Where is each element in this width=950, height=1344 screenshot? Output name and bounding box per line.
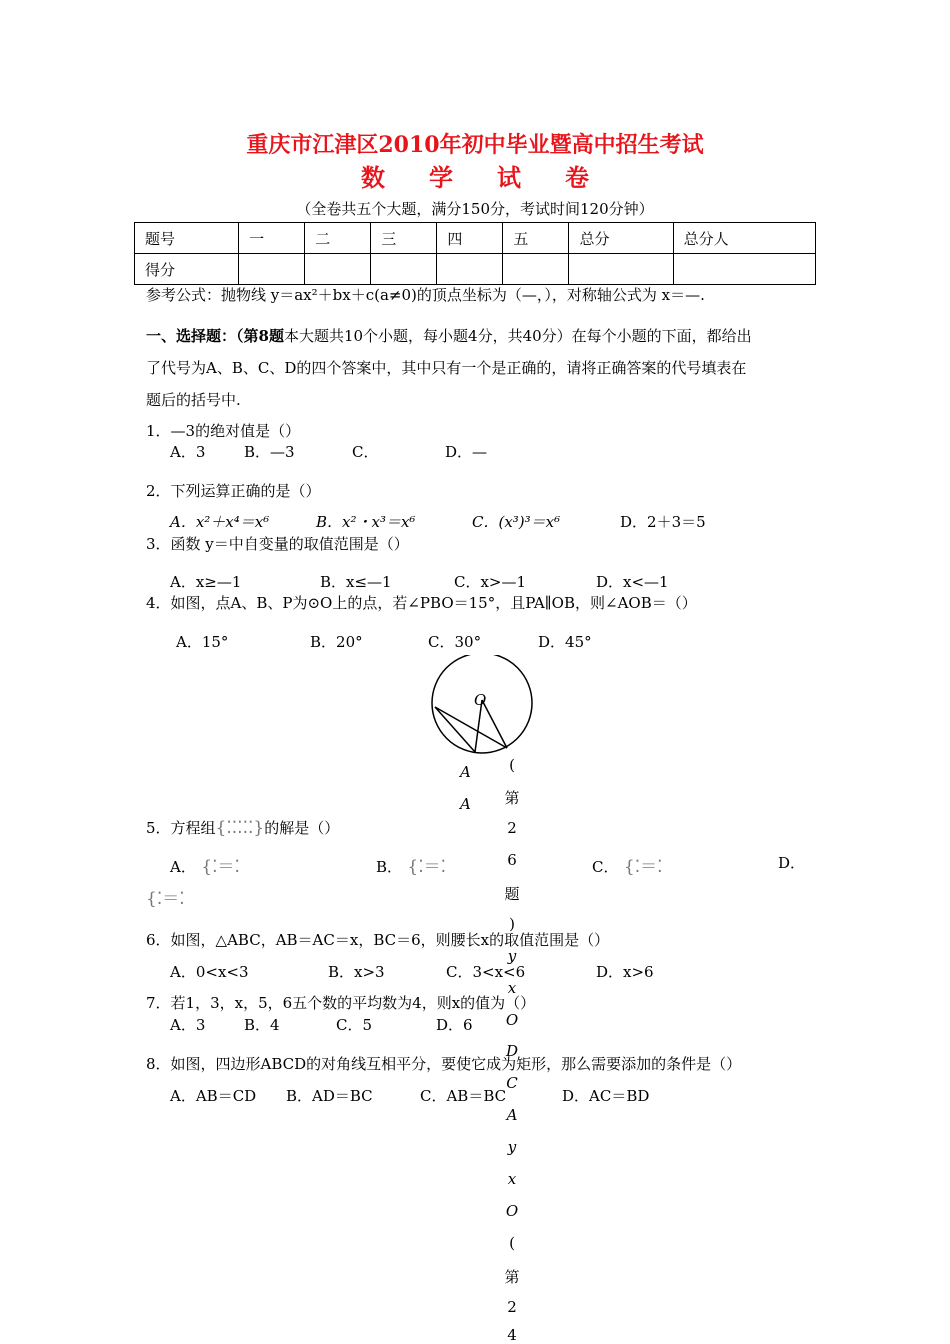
table-cell: 一: [239, 223, 305, 254]
section-text-line: 题后的括号中.: [146, 391, 241, 409]
option-c: C．(x³)³＝x⁶: [472, 513, 561, 531]
option-d: D．2＋3＝5: [620, 513, 706, 531]
option-a: A．15°: [176, 633, 229, 651]
table-cell: 总分人: [673, 223, 815, 254]
stray-char: (: [509, 1234, 515, 1252]
table-cell: 三: [371, 223, 437, 254]
stray-char: A: [506, 1106, 518, 1124]
option-b: B．4: [244, 1016, 280, 1034]
option-d: D．6: [436, 1016, 473, 1034]
option-label: C．: [592, 858, 619, 876]
stray-char: O: [505, 1202, 519, 1220]
score-cell[interactable]: [305, 254, 371, 285]
system-brace-icon: {⁚＝⁚: [402, 857, 447, 877]
system-brace-icon: {⁚⁚⁚⁚⁚}: [215, 818, 265, 838]
exam-title: 重庆市江津区2010年初中毕业暨高中招生考试: [246, 132, 704, 158]
option-a: A．3: [170, 443, 206, 461]
option-label: B．: [376, 858, 403, 876]
subtitle-char: 试: [497, 163, 521, 192]
stray-char: (: [509, 756, 515, 774]
question-8: 8．如图，四边形ABCD的对角线互相平分，要使它成为矩形，那么需要添加的条件是（）: [146, 1055, 742, 1073]
stray-char: 4: [507, 1326, 517, 1344]
question-5: [146, 817, 339, 838]
question-3: 3．函数 y＝中自变量的取值范围是（）: [146, 535, 409, 553]
subtitle-char: 数: [361, 163, 385, 192]
option-d: D．x<—1: [596, 573, 669, 591]
score-cell[interactable]: [437, 254, 503, 285]
score-table: [134, 222, 816, 285]
system-brace-icon: {⁚＝⁚: [195, 857, 240, 877]
option-c: C．AB＝BC: [420, 1087, 507, 1105]
option-d: D．45°: [538, 633, 592, 651]
score-cell[interactable]: [673, 254, 815, 285]
score-cell[interactable]: [371, 254, 437, 285]
stray-char: O: [505, 1011, 519, 1029]
option-d: D．x>6: [596, 963, 654, 981]
stray-char: D: [505, 1042, 519, 1060]
option-b: B．20°: [310, 633, 363, 651]
option-b: B．—3: [244, 443, 295, 461]
stray-char: 6: [507, 851, 517, 869]
overlap-text: （第8题: [236, 327, 284, 345]
section-text-line: 了代号为A、B、C、D的四个答案中，其中只有一个是正确的，请将正确答案的代号填表在: [146, 359, 747, 377]
option-b: B．x≤—1: [320, 573, 392, 591]
exam-subtitle: [0, 158, 950, 193]
system-brace-icon: {⁚＝⁚: [618, 857, 663, 877]
stray-char: C: [506, 1074, 518, 1092]
option-a: A．3: [170, 1016, 206, 1034]
score-cell[interactable]: [239, 254, 305, 285]
label-a: A: [460, 763, 471, 781]
option-a: [170, 852, 240, 877]
stray-char: x: [507, 1170, 517, 1188]
score-cell[interactable]: [569, 254, 673, 285]
question-7: 7．若1，3，x，5，6五个数的平均数为4，则x的值为（）: [146, 994, 536, 1012]
option-c: C．x>—1: [454, 573, 527, 591]
option-b: B．AD＝BC: [286, 1087, 373, 1105]
option-c: C．5: [336, 1016, 373, 1034]
option-b: B．x>3: [328, 963, 385, 981]
option-b: [376, 852, 446, 877]
option-d: D．: [778, 854, 806, 872]
option-a: A．x²＋x⁴＝x⁶: [170, 513, 270, 531]
stray-char: y: [507, 1138, 517, 1156]
option-d: D．—: [445, 443, 488, 461]
question-6: 6．如图，△ABC，AB＝AC＝x，BC＝6，则腰长x的取值范围是（）: [146, 931, 610, 949]
exam-note: （全卷共五个大题，满分150分，考试时间120分钟）: [296, 200, 654, 218]
option-a: A．AB＝CD: [170, 1087, 257, 1105]
option-a: A．0<x<3: [170, 963, 249, 981]
system-brace-icon: {⁚＝⁚: [146, 889, 185, 909]
option-d: D．AC＝BD: [562, 1087, 650, 1105]
section-heading: 一、选择题：: [146, 327, 237, 345]
option-d-brace: [146, 884, 185, 909]
option-b: B．x²・x³＝x⁶: [316, 513, 416, 531]
section-text: 本大题共10个小题，每小题4分，共40分）在每个小题的下面，都给出: [283, 327, 752, 345]
table-cell: 总分: [569, 223, 673, 254]
stray-char: 题: [504, 885, 520, 903]
reference-formula: 参考公式：抛物线 y＝ax²＋bx＋c(a≠0)的顶点坐标为（—，），对称轴公式为 x＝—.: [146, 286, 705, 304]
stray-char: y: [507, 947, 517, 965]
option-c: C．: [352, 443, 379, 461]
stray-char: 2: [507, 1298, 517, 1316]
option-a: A．x≥—1: [170, 573, 242, 591]
question-2: 2．下列运算正确的是（）: [146, 482, 321, 500]
stray-char: x: [507, 979, 517, 997]
table-cell: 二: [305, 223, 371, 254]
subtitle-char: 学: [429, 163, 453, 192]
option-c: C．3<x<6: [446, 963, 526, 981]
question-1: 1．—3的绝对值是（）: [146, 422, 301, 440]
score-cell[interactable]: [503, 254, 569, 285]
table-cell: 四: [437, 223, 503, 254]
option-label: A．: [170, 858, 196, 876]
subtitle-char: 卷: [565, 163, 589, 192]
table-cell: 得分: [135, 254, 239, 285]
table-cell: 五: [503, 223, 569, 254]
stray-char: 第: [504, 1268, 520, 1286]
question-text: 的解是（）: [264, 819, 340, 837]
question-text: 5．方程组: [146, 819, 216, 837]
stray-char: 2: [507, 819, 517, 837]
question-4: 4．如图，点A、B、P为⊙O上的点，若∠PBO＝15°，且PA∥OB，则∠AOB＝（）: [146, 594, 697, 612]
option-c: C．30°: [428, 633, 482, 651]
table-row: [135, 254, 816, 285]
table-cell: 题号: [135, 223, 239, 254]
stray-char: ): [509, 915, 515, 933]
stray-char: 第: [504, 789, 520, 807]
label-a: A: [460, 795, 471, 813]
table-row: [135, 223, 816, 254]
label-o: O: [474, 691, 487, 709]
option-c: [592, 852, 663, 877]
section1-intro: [146, 325, 752, 346]
